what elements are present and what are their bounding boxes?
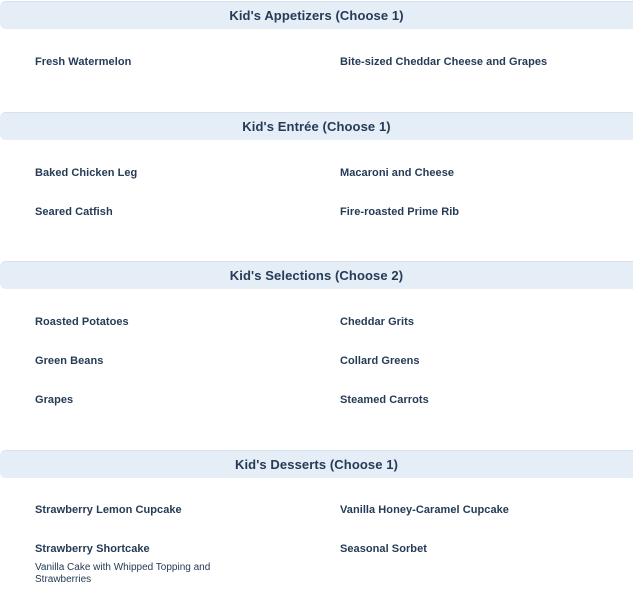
menu-item: Fire-roasted Prime Rib [340,206,460,218]
menu-item: Baked Chicken Leg [35,167,138,179]
menu-item: Roasted Potatoes [35,316,129,328]
section-header-entree [0,112,633,140]
menu-item-description: Vanilla Cake with Whipped Topping and Strawberries [35,562,211,585]
menu-item: Steamed Carrots [340,394,429,406]
section-header-appetizers [0,1,633,29]
section-title: Kid's Entrée (Choose 1) [242,119,391,134]
section-title: Kid's Appetizers (Choose 1) [229,8,404,23]
menu-item: Fresh Watermelon [35,56,132,68]
menu-item: Seasonal Sorbet [340,543,427,555]
menu-item: Macaroni and Cheese [340,167,455,179]
menu-item: Vanilla Honey-Caramel Cupcake [340,504,509,516]
section-header-desserts [0,450,633,478]
menu-item: Cheddar Grits [340,316,414,328]
section-title: Kid's Selections (Choose 2) [229,268,404,283]
menu-item: Bite-sized Cheddar Cheese and Grapes [340,56,548,68]
section-header-selections [0,261,633,289]
menu-item: Strawberry Lemon Cupcake [35,504,182,516]
menu-item: Grapes [35,394,74,406]
section-title: Kid's Desserts (Choose 1) [234,457,399,472]
menu-item: Strawberry Shortcake [35,543,150,555]
menu-item: Seared Catfish [35,206,113,218]
menu-item: Green Beans [35,355,104,367]
menu-item: Collard Greens [340,355,420,367]
